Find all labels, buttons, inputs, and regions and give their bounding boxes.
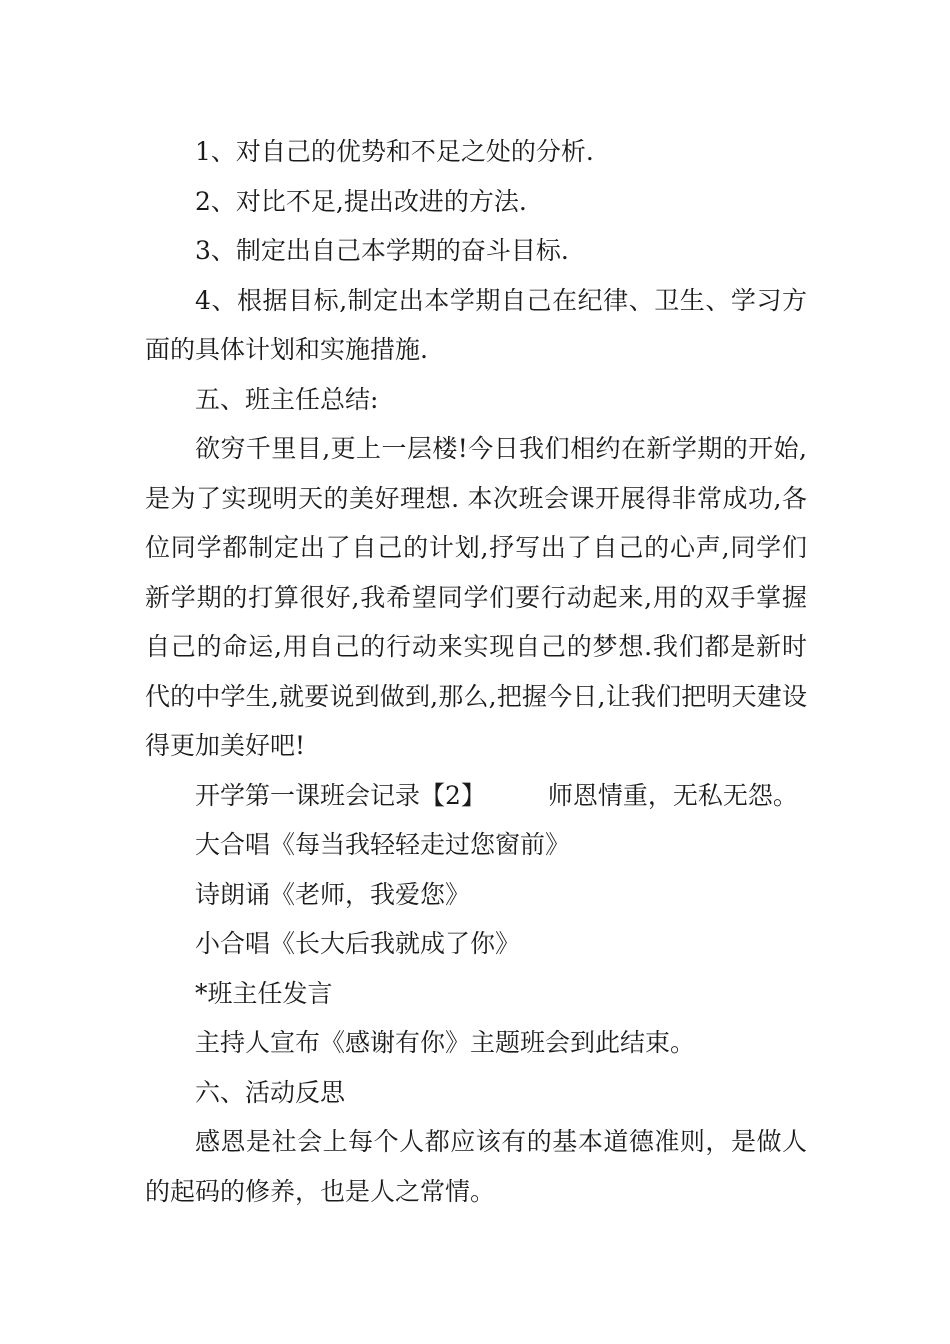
- record-heading-line: [145, 771, 807, 821]
- paragraph-item-1: 1、对自己的优势和不足之处的分析.: [195, 137, 594, 166]
- program-item-small-chorus: 小合唱《长大后我就成了你》: [195, 929, 521, 958]
- paragraph-item-3: 3、制定出自己本学期的奋斗目标.: [195, 236, 569, 265]
- paragraph-item-4: 4、根据目标,制定出本学期自己在纪律、卫生、学习方面的具体计划和实施措施.: [145, 285, 807, 364]
- program-item-closing: 主持人宣布《感谢有你》主题班会到此结束。: [195, 1028, 696, 1057]
- section-heading-reflection: 六、活动反思: [195, 1077, 346, 1107]
- program-item-teacher-speech: *班主任发言: [195, 978, 333, 1008]
- program-item-recitation: 诗朗诵《老师，我爱您》: [195, 879, 471, 909]
- record-heading: 开学第一课班会记录【2】: [195, 780, 486, 810]
- record-motto: 师恩情重，无私无怨。: [547, 780, 798, 810]
- reflection-paragraph: 感恩是社会上每个人都应该有的基本道德准则，是做人的起码的修养，也是人之常情。: [145, 1127, 807, 1206]
- summary-paragraph: 欲穷千里目,更上一层楼!今日我们相约在新学期的开始,是为了实现明天的美好理想. 本次班会课开展得非常成功,各位同学都制定出了自己的计划,抒写出了自己的心声,同学们新学期的打算很好,我希望同学们要行动起来,用的双手掌握自己的命运,用自己的行动来实现自己的梦想.我们都是新时代的中学生,就要说到做到,那么,把握今日,让我们把明天建设得更加美好吧!: [145, 434, 807, 760]
- paragraph-item-2: 2、对比不足,提出改进的方法.: [195, 186, 527, 216]
- section-heading-summary: 五、班主任总结:: [195, 384, 379, 414]
- document-body: [145, 127, 807, 1216]
- program-item-chorus: 大合唱《每当我轻轻走过您窗前》: [195, 830, 571, 859]
